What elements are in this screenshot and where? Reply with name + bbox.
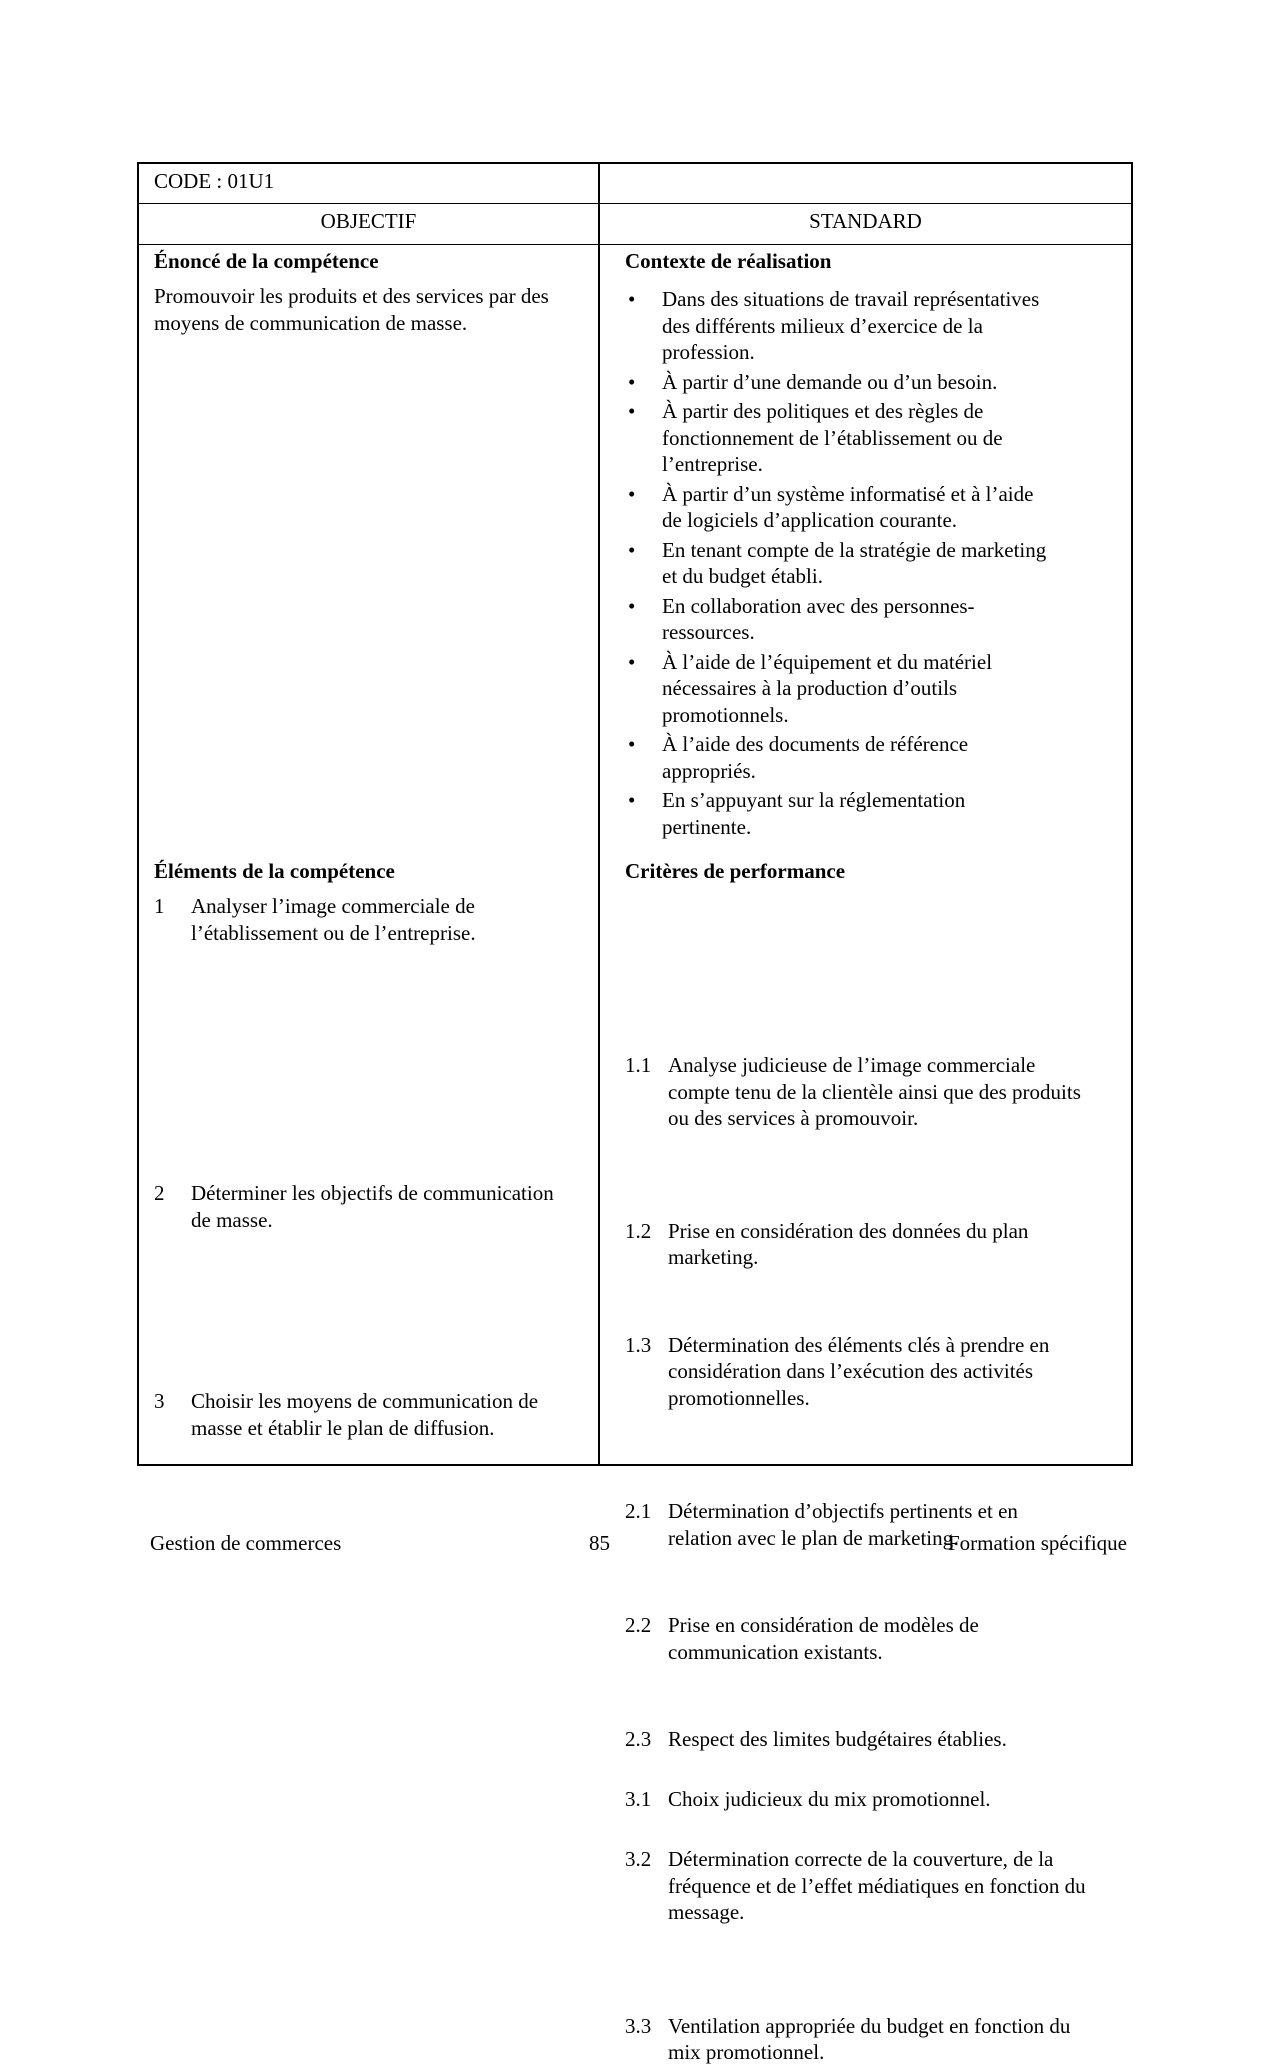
enonce-line: moyens de communication de masse. xyxy=(154,310,468,335)
critere-number: 3.2 xyxy=(625,1847,652,1871)
enonce-text xyxy=(154,283,594,336)
element-item: 2 Déterminer les objectifs de communication de masse. xyxy=(154,1181,554,1232)
element-item: 1 Analyser l’image commerciale de l’établissement ou de l’entreprise. xyxy=(154,894,476,945)
bullet-icon: • xyxy=(628,732,636,756)
bullet-icon: • xyxy=(628,369,636,394)
contexte-item: • À l’aide des documents de référence appropriés. xyxy=(628,732,969,783)
criteres-heading: Critères de performance xyxy=(625,859,846,883)
header-standard: STANDARD xyxy=(809,209,922,233)
element-number: 2 xyxy=(154,1181,165,1205)
critere-item: 3.2 Détermination correcte de la couverture, de la fréquence et de l’effet médiatiques en fonction du message. xyxy=(625,1847,1086,1924)
bullet-icon: • xyxy=(628,481,636,506)
contexte-list xyxy=(625,286,1115,843)
element-item: 3 Choisir les moyens de communication de masse et établir le plan de diffusion. xyxy=(154,1389,539,1440)
bullet-icon: • xyxy=(628,649,636,674)
bullet-icon: • xyxy=(628,287,636,311)
critere-number: 1.2 xyxy=(625,1218,652,1243)
column-divider xyxy=(598,164,600,1464)
critere-number: 2.2 xyxy=(625,1613,652,1637)
bullet-icon: • xyxy=(628,788,636,812)
header-objectif: OBJECTIF xyxy=(320,209,417,233)
footer-page-number: 85 xyxy=(589,1531,610,1555)
critere-item: 1.2 Prise en considération des données du plan marketing. xyxy=(625,1218,1029,1269)
element-number: 1 xyxy=(154,894,165,918)
code-label: CODE : 01U1 xyxy=(154,169,275,193)
contexte-item: • En s’appuyant sur la réglementation pertinente. xyxy=(628,788,966,839)
contexte-item: • En tenant compte de la stratégie de marketing et du budget établi. xyxy=(628,537,1047,588)
bullet-icon: • xyxy=(628,537,636,562)
critere-number: 3.3 xyxy=(625,2013,652,2038)
row-divider-header xyxy=(139,244,1131,245)
critere-number: 2.1 xyxy=(625,1499,652,1523)
contexte-heading: Contexte de réalisation xyxy=(625,249,832,273)
critere-item: 2.2 Prise en considération de modèles de communication existants. xyxy=(625,1613,979,1664)
critere-item: 3.3 Ventilation appropriée du budget en fonction du mix promotionnel. xyxy=(625,2013,1071,2064)
critere-item: 3.1 Choix judicieux du mix promotionnel. xyxy=(625,1786,991,1811)
enonce-line: Promouvoir les produits et des services par des xyxy=(154,284,549,308)
element-number: 3 xyxy=(154,1389,165,1413)
contexte-item: • Dans des situations de travail représentatives des différents milieux d’exercice de la profession. xyxy=(628,287,1040,364)
elements-heading: Éléments de la compétence xyxy=(154,859,395,883)
contexte-item: • À partir des politiques et des règles de fonctionnement de l’établissement ou de l’entreprise. xyxy=(628,399,1003,476)
contexte-item: • À partir d’une demande ou d’un besoin. xyxy=(628,369,998,394)
critere-number: 3.1 xyxy=(625,1786,652,1811)
row-divider-code xyxy=(139,203,1131,204)
bullet-icon: • xyxy=(628,593,636,618)
critere-item: 2.3 Respect des limites budgétaires établies. xyxy=(625,1727,1007,1751)
critere-item: 1.3 Détermination des éléments clés à prendre en considération dans l’exécution des activités promotionnelles. xyxy=(625,1332,1050,1410)
contexte-item: • À l’aide de l’équipement et du matériel nécessaires à la production d’outils promotionnels. xyxy=(628,649,993,727)
footer-program: Gestion de commerces xyxy=(150,1531,342,1555)
bullet-icon: • xyxy=(628,399,636,423)
contexte-item: • À partir d’un système informatisé et à l’aide de logiciels d’application courante. xyxy=(628,481,1034,532)
critere-item: 1.1 Analyse judicieuse de l’image commerciale compte tenu de la clientèle ainsi que des produits ou des services à promouvoir. xyxy=(625,1053,1081,1130)
contexte-item: • En collaboration avec des personnes- ressources. xyxy=(628,593,975,644)
critere-item: 2.1 Détermination d’objectifs pertinents et en relation avec le plan de marketing. xyxy=(625,1499,1018,1550)
enonce-heading: Énoncé de la compétence xyxy=(154,249,379,273)
critere-number: 2.3 xyxy=(625,1727,652,1751)
critere-number: 1.3 xyxy=(625,1332,652,1357)
footer-section: Formation spécifique xyxy=(947,1531,1127,1555)
critere-number: 1.1 xyxy=(625,1053,652,1077)
